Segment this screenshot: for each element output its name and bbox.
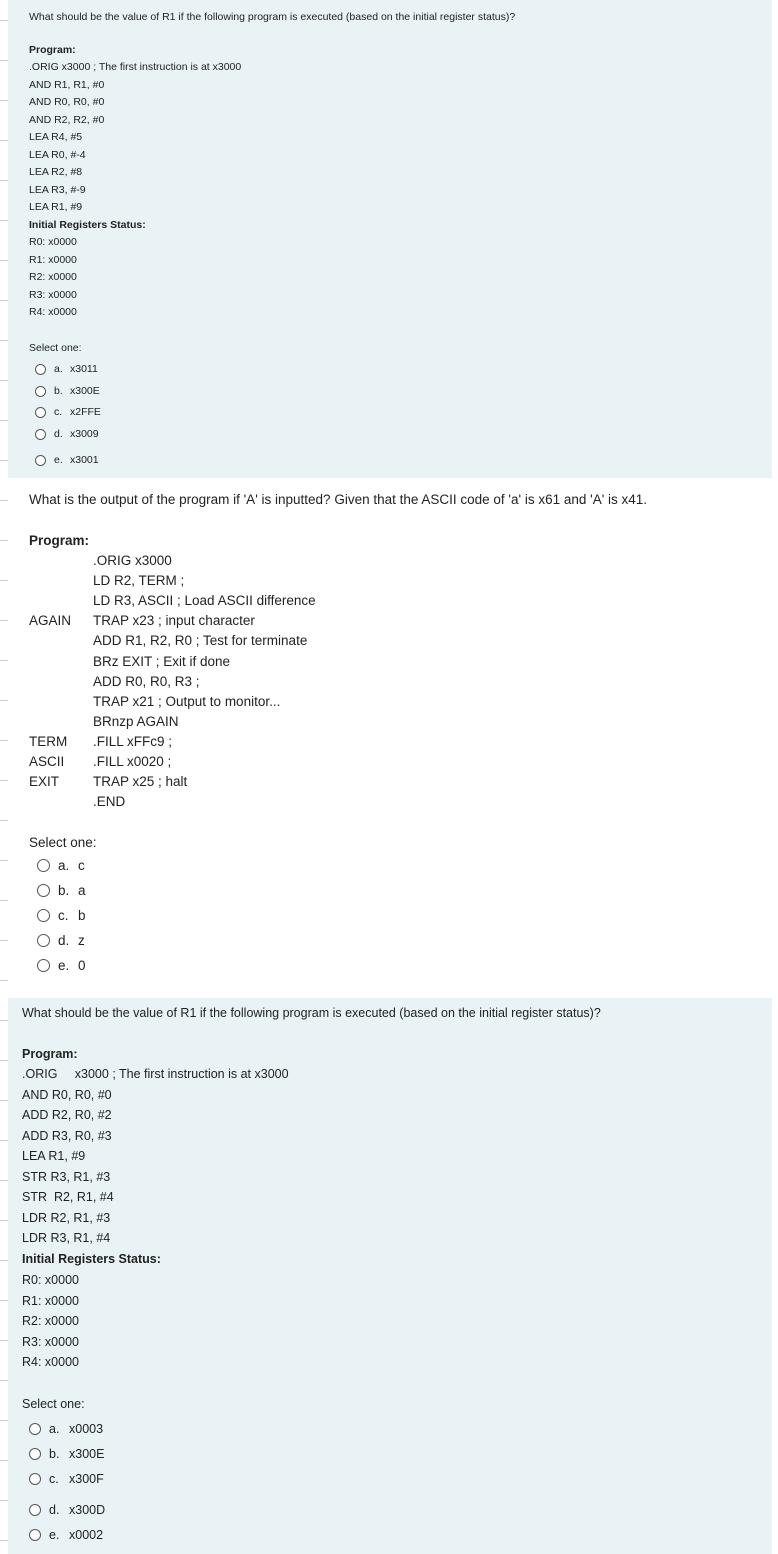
margin-rule	[0, 860, 8, 861]
margin-rule	[0, 740, 8, 741]
option-d[interactable]	[29, 1503, 105, 1517]
code-line: LEA R1, #9	[22, 1149, 86, 1163]
option-a[interactable]	[29, 1422, 103, 1436]
code-line: LEA R1, #9	[29, 201, 83, 213]
code-line: LEA R2, #8	[29, 166, 83, 178]
select-one-label: Select one:	[22, 1397, 85, 1411]
option-letter: e.	[58, 958, 70, 973]
margin-rule	[0, 540, 8, 541]
option-letter: b.	[58, 883, 70, 898]
margin-rule	[0, 620, 8, 621]
option-letter: c.	[58, 908, 69, 923]
option-letter: e.	[49, 1528, 60, 1542]
code-line: ADD R1, R2, R0 ; Test for terminate	[93, 633, 308, 648]
code-line: .END	[93, 794, 126, 809]
margin-rule	[0, 1500, 8, 1501]
program-heading: Program:	[29, 533, 90, 548]
option-b[interactable]	[35, 385, 100, 397]
code-line: BRz EXIT ; Exit if done	[93, 654, 231, 669]
register-value: R1: x0000	[29, 254, 77, 266]
option-text: z	[78, 933, 85, 948]
margin-rule	[0, 660, 8, 661]
option-d[interactable]	[37, 933, 85, 948]
margin-rule	[0, 1220, 8, 1221]
option-text: x2FFE	[70, 406, 101, 418]
option-c[interactable]	[29, 1472, 104, 1486]
code-line: .FILL x0020 ;	[93, 754, 172, 769]
margin-rule	[0, 580, 8, 581]
option-letter: d.	[54, 428, 63, 440]
option-text: x3001	[70, 454, 99, 466]
code-line: .FILL xFFc9 ;	[93, 734, 173, 749]
code-line: AND R2, R2, #0	[29, 114, 105, 126]
margin-rule	[0, 380, 8, 381]
code-line: TRAP x21 ; Output to monitor...	[93, 694, 281, 709]
option-text: 0	[78, 958, 86, 973]
question-3-card	[8, 998, 772, 1554]
register-value: R4: x0000	[29, 306, 77, 318]
margin-rule	[0, 1020, 8, 1021]
option-letter: d.	[58, 933, 70, 948]
option-letter: a.	[49, 1422, 60, 1436]
margin-rule	[0, 1060, 8, 1061]
option-text: x0002	[69, 1528, 104, 1542]
program-heading: Program:	[22, 1047, 78, 1061]
option-text: x0003	[69, 1422, 104, 1436]
code-line: .ORIG x3000	[93, 553, 172, 568]
register-value: R0: x0000	[29, 236, 77, 248]
radio-button[interactable]	[35, 407, 46, 418]
margin-rule	[0, 60, 8, 61]
register-value: R2: x0000	[29, 271, 77, 283]
question-text: What is the output of the program if 'A' is inputted? Given that the ASCII code of 'a' is x61 and 'A' is x41.	[29, 492, 648, 507]
margin-rule	[0, 420, 8, 421]
question-1-card	[8, 0, 772, 478]
code-line: STR R2, R1, #4	[22, 1190, 114, 1204]
option-text: c	[78, 858, 85, 873]
margin-rule	[0, 1180, 8, 1181]
margin-rule	[0, 300, 8, 301]
option-text: x300D	[69, 1503, 106, 1517]
option-c[interactable]	[37, 908, 86, 923]
margin-rule	[0, 1260, 8, 1261]
code-line: LDR R3, R1, #4	[22, 1231, 111, 1245]
option-e[interactable]	[37, 958, 86, 973]
question-2-card	[8, 478, 772, 998]
margin-rule	[0, 500, 8, 501]
radio-button[interactable]	[35, 455, 46, 466]
program-heading: Program:	[29, 44, 76, 56]
radio-button[interactable]	[37, 934, 50, 947]
radio-button[interactable]	[29, 1423, 41, 1435]
option-text: b	[78, 908, 86, 923]
margin-rule	[0, 460, 8, 461]
option-letter: c.	[49, 1472, 59, 1486]
register-value: R4: x0000	[22, 1355, 79, 1369]
margin-rule	[0, 820, 8, 821]
margin-rule	[0, 940, 8, 941]
option-letter: e.	[54, 454, 63, 466]
code-line: TRAP x25 ; halt	[93, 774, 188, 789]
registers-heading: Initial Registers Status:	[29, 219, 146, 231]
code-line: ADD R3, R0, #3	[22, 1129, 112, 1143]
margin-rule	[0, 1300, 8, 1301]
option-e[interactable]	[35, 454, 99, 466]
option-letter: a.	[54, 363, 63, 375]
registers-heading: Initial Registers Status:	[22, 1252, 161, 1266]
margin-rule	[0, 180, 8, 181]
code-line: ADD R2, R0, #2	[22, 1108, 112, 1122]
radio-button[interactable]	[35, 364, 46, 375]
margin-rule	[0, 980, 8, 981]
code-line: LEA R3, #-9	[29, 184, 86, 196]
radio-button[interactable]	[37, 884, 50, 897]
code-line: .ORIG x3000 ; The first instruction is at x3000	[22, 1067, 289, 1081]
margin-rule	[0, 1100, 8, 1101]
margin-rule	[0, 1540, 8, 1541]
option-c[interactable]	[35, 406, 101, 418]
option-a[interactable]	[35, 363, 98, 375]
option-d[interactable]	[35, 428, 99, 440]
option-text: x3009	[70, 428, 99, 440]
question-text: What should be the value of R1 if the following program is executed (based on the initial register status)?	[29, 11, 516, 23]
margin-rule	[0, 1420, 8, 1421]
margin-rule	[0, 220, 8, 221]
register-value: R3: x0000	[29, 289, 77, 301]
margin-rule	[0, 1340, 8, 1341]
code-line: BRnzp AGAIN	[93, 714, 179, 729]
code-line: AND R0, R0, #0	[22, 1088, 112, 1102]
margin-rule	[0, 700, 8, 701]
option-b[interactable]	[29, 1447, 104, 1461]
option-b[interactable]	[37, 883, 86, 898]
select-one-label: Select one:	[29, 342, 82, 354]
register-value: R2: x0000	[22, 1314, 79, 1328]
code-label: EXIT	[29, 774, 60, 789]
code-line: ADD R0, R0, R3 ;	[93, 674, 200, 689]
radio-button[interactable]	[29, 1529, 41, 1541]
code-line: AND R1, R1, #0	[29, 79, 105, 91]
radio-button[interactable]	[29, 1504, 41, 1516]
option-text: x300E	[70, 385, 100, 397]
radio-button[interactable]	[29, 1448, 41, 1460]
margin-rule	[0, 1460, 8, 1461]
select-one-label: Select one:	[29, 835, 97, 850]
radio-button[interactable]	[35, 429, 46, 440]
option-letter: d.	[49, 1503, 60, 1517]
code-line: TRAP x23 ; input character	[93, 613, 255, 628]
margin-rule	[0, 1140, 8, 1141]
margin-rule	[0, 100, 8, 101]
margin-rule	[0, 20, 8, 21]
radio-button[interactable]	[37, 959, 50, 972]
code-line: LD R2, TERM ;	[93, 573, 185, 588]
option-text: a	[78, 883, 86, 898]
code-label: TERM	[29, 734, 68, 749]
option-a[interactable]	[37, 858, 85, 873]
option-text: x3011	[70, 363, 98, 375]
option-letter: b.	[54, 385, 63, 397]
option-letter: a.	[58, 858, 70, 873]
register-value: R0: x0000	[22, 1273, 79, 1287]
option-e[interactable]	[29, 1528, 103, 1542]
register-value: R1: x0000	[22, 1294, 79, 1308]
option-text: x300F	[69, 1472, 104, 1486]
margin-rule	[0, 340, 8, 341]
code-line: LD R3, ASCII ; Load ASCII difference	[93, 593, 316, 608]
margin-rule	[0, 140, 8, 141]
option-letter: b.	[49, 1447, 60, 1461]
margin-rule	[0, 1380, 8, 1381]
margin-rule	[0, 780, 8, 781]
radio-button[interactable]	[29, 1473, 41, 1485]
margin-rule	[0, 260, 8, 261]
code-label: ASCII	[29, 754, 65, 769]
code-label: AGAIN	[29, 613, 72, 628]
option-letter: c.	[54, 406, 63, 418]
code-line: AND R0, R0, #0	[29, 96, 105, 108]
margin-rule	[0, 900, 8, 901]
code-line: LDR R2, R1, #3	[22, 1211, 111, 1225]
radio-button[interactable]	[37, 909, 50, 922]
register-value: R3: x0000	[22, 1335, 79, 1349]
radio-button[interactable]	[35, 386, 46, 397]
code-line: LEA R0, #-4	[29, 149, 86, 161]
radio-button[interactable]	[37, 859, 50, 872]
code-line: LEA R4, #5	[29, 131, 83, 143]
code-line: .ORIG x3000 ; The first instruction is at x3000	[29, 61, 242, 73]
code-line: STR R3, R1, #3	[22, 1170, 111, 1184]
question-text: What should be the value of R1 if the following program is executed (based on the initial register status)?	[22, 1006, 601, 1020]
option-text: x300E	[69, 1447, 105, 1461]
